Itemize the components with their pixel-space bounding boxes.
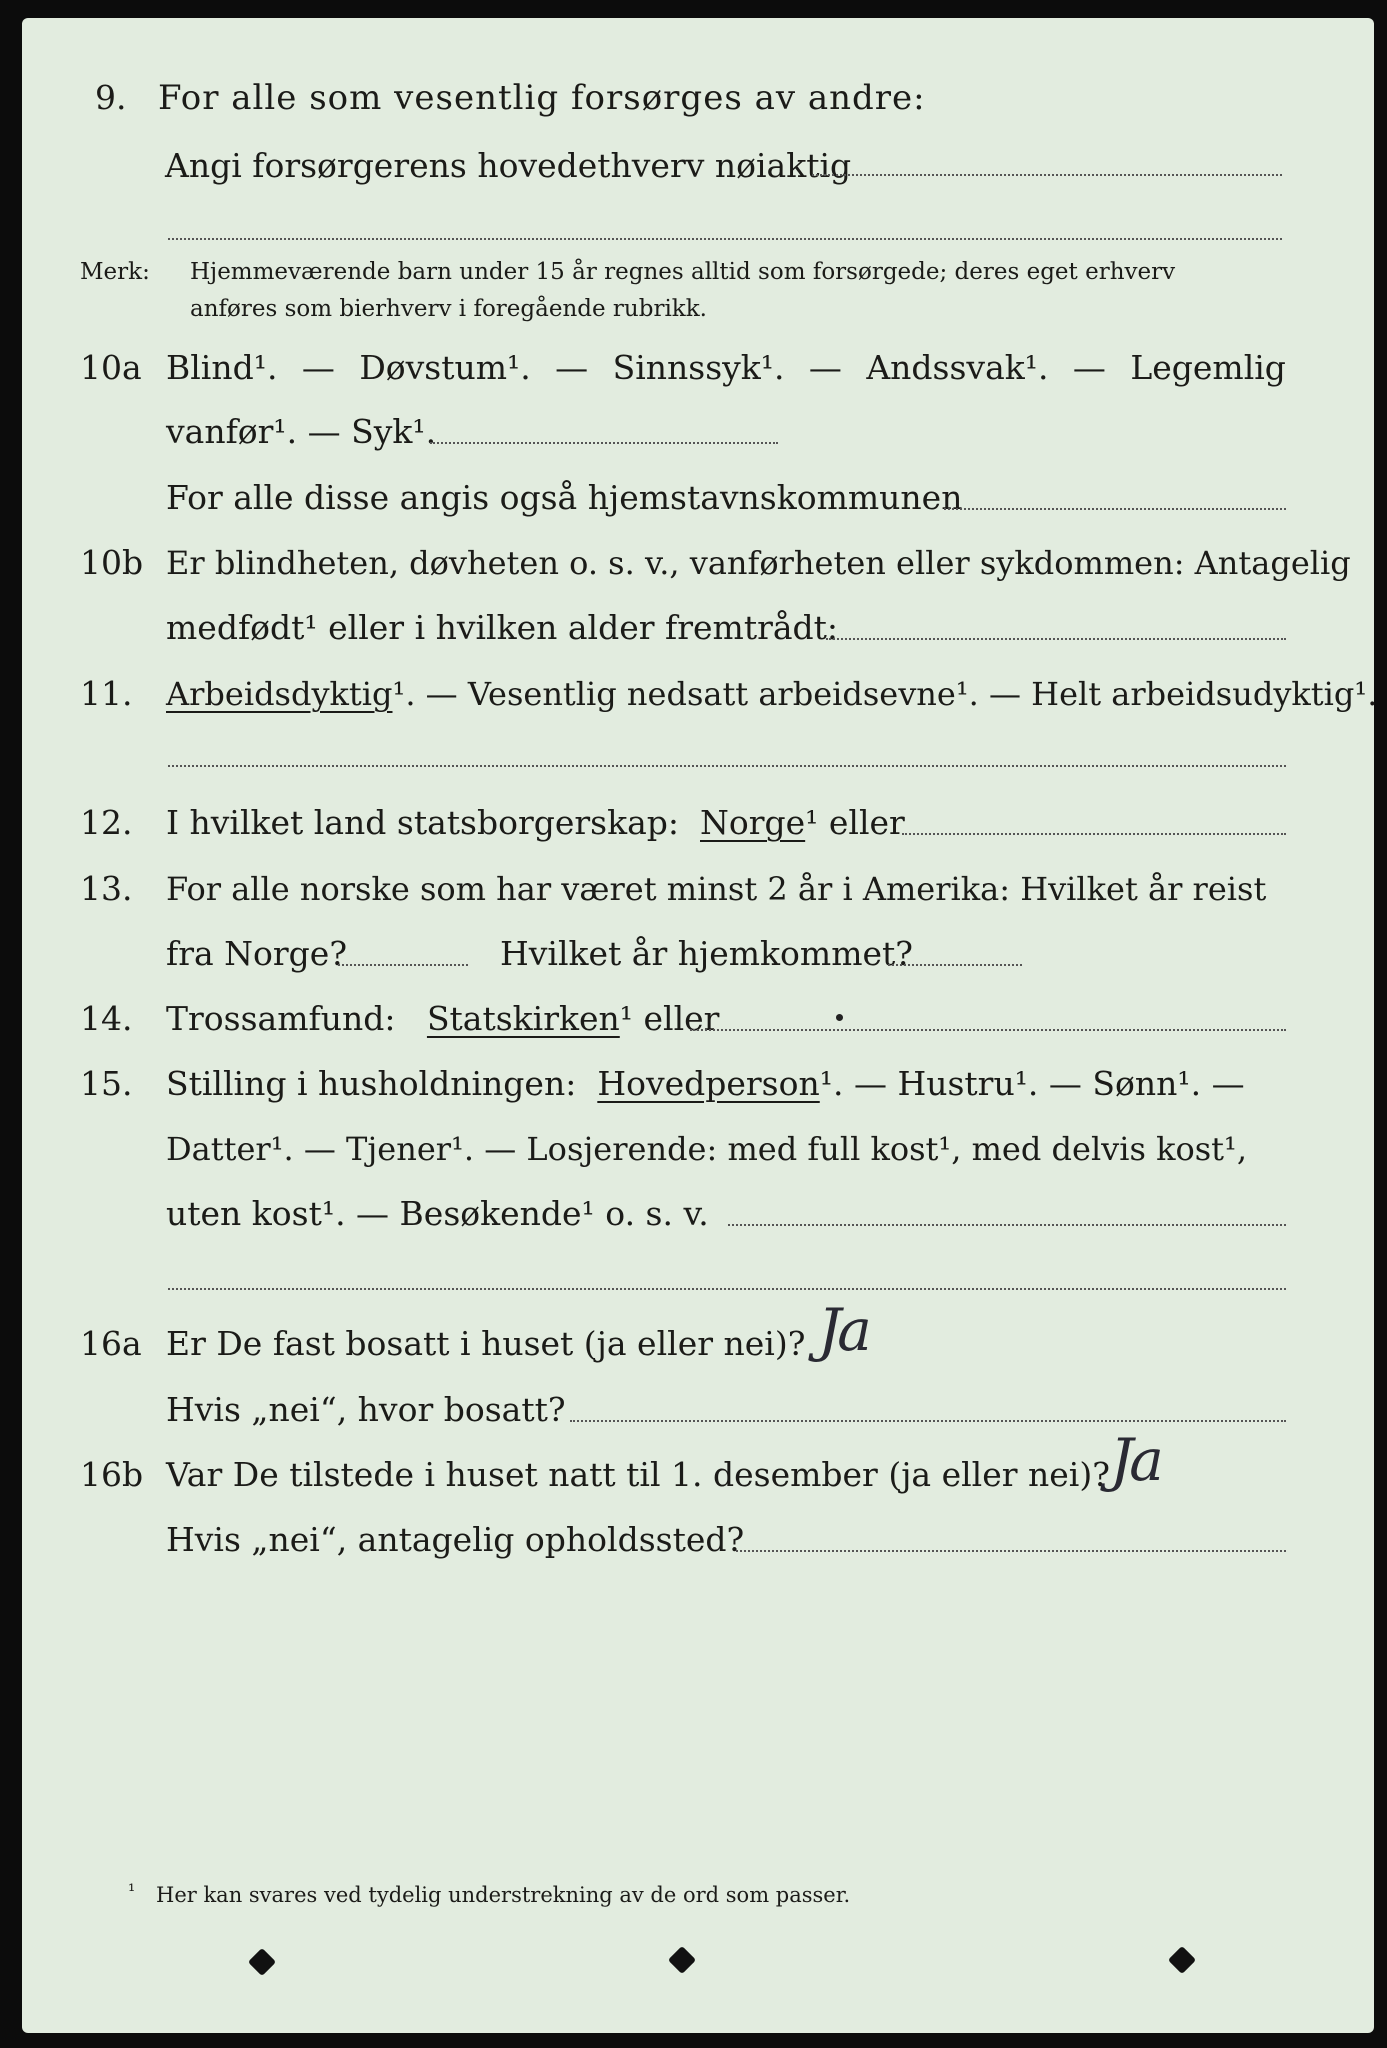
q14-prompt: Trossamfund: [166,999,396,1038]
q16b-line-2: Hvis „nei“, antagelig opholdssted? [166,1520,745,1559]
q16b-answer-line[interactable] [736,1550,1286,1552]
note-line-1: Hjemmeværende barn under 15 år regnes alltid som forsørgede; deres eget erhverv [190,259,1176,285]
q12-number: 12. [80,803,133,842]
option-dovstum[interactable]: Døvstum¹. [359,348,531,387]
q10a-hjemstavn-line[interactable] [944,508,1286,510]
option-andssvak[interactable]: Andssvak¹. [866,348,1049,387]
q15-answer-line[interactable] [728,1224,1286,1226]
q12-answer-line[interactable] [902,833,1286,835]
q13-reist-line[interactable] [338,964,468,966]
q15-number: 15. [80,1064,133,1103]
dash: — [301,348,335,387]
q9-prompt: Angi forsørgerens hovedethverv nøiaktig [165,146,852,185]
q10a-line-1 [166,348,1286,388]
q9-answer-line-2[interactable] [168,238,1282,240]
q15-prompt: Stilling i husholdningen: [166,1064,577,1103]
q9-title: For alle som vesentlig forsørges av andre: [158,78,926,118]
ink-dot [836,1014,843,1021]
q13-line-2b: Hvilket år hjemkommet? [500,934,913,973]
q11-number: 11. [80,674,133,713]
q10b-number: 10b [80,543,144,582]
q10b-line-2: medfødt¹ eller i hvilken alder fremtrådt: [166,608,839,647]
q16b-line-1: Var De tilstede i huset natt til 1. desember (ja eller nei)? [166,1455,1110,1494]
q16b-handwritten-answer[interactable]: Ja [1110,1426,1160,1494]
option-arbeidsdyktig[interactable]: Arbeidsdyktig [166,675,393,713]
q10b-answer-line[interactable] [826,638,1286,640]
dash: — [1072,348,1106,387]
q13-line-1: For alle norske som har været minst 2 år i Amerika: Hvilket år reist [166,870,1267,908]
option-statskirken[interactable]: Statskirken [426,999,620,1038]
q9-number: 9. [95,78,127,117]
q14-post: ¹ eller [619,999,720,1038]
q16b-number: 16b [80,1455,144,1494]
q13-hjemkommet-line[interactable] [888,964,1022,966]
q11-answer-line[interactable] [168,765,1286,767]
q14-answer-line[interactable] [690,1029,1286,1031]
q10a-line-3: For alle disse angis også hjemstavnskommunen [166,478,963,517]
dash: — [555,348,589,387]
option-hovedperson[interactable]: Hovedperson [597,1064,820,1103]
q13-number: 13. [80,869,133,908]
dash: — [808,348,842,387]
q12-line [166,803,905,843]
footnote-mark: ¹ [128,1881,136,1902]
q15-answer-line-2[interactable] [168,1288,1286,1290]
option-blind[interactable]: Blind¹. [166,348,278,387]
q15-line-1 [166,1064,1245,1104]
option-legemlig[interactable]: Legemlig [1130,348,1286,387]
q9-answer-line[interactable] [812,174,1282,176]
q16a-handwritten-answer[interactable]: Ja [818,1296,868,1364]
q10a-number: 10a [80,348,142,387]
q14-line [166,999,719,1039]
q10b-line-1: Er blindheten, døvheten o. s. v., vanførheten eller sykdommen: Antagelig [166,544,1351,582]
q16a-number: 16a [80,1324,142,1363]
note-line-2: anføres som bierhverv i foregående rubrikk. [190,296,707,322]
q14-number: 14. [80,999,133,1038]
q11-line [166,674,1377,714]
q16a-answer-line[interactable] [570,1420,1286,1422]
q15-line-2: Datter¹. — Tjener¹. — Losjerende: med full kost¹, med delvis kost¹, [166,1130,1248,1168]
option-norge[interactable]: Norge [700,803,806,842]
q16a-line-2: Hvis „nei“, hvor bosatt? [166,1390,566,1429]
footnote-text: Her kan svares ved tydelig understrekning av de ord som passer. [156,1883,851,1907]
q12-prompt: I hvilket land statsborgerskap: [166,803,680,842]
q11-rest: ¹. — Vesentlig nedsatt arbeidsevne¹. — Helt arbeidsudyktig¹. [392,675,1378,713]
note-label: Merk: [80,259,150,285]
q12-post: ¹ eller [805,803,905,842]
option-sinnssyk[interactable]: Sinnssyk¹. [612,348,785,387]
q10a-answer-line[interactable] [430,442,778,444]
q15-post: ¹. — Hustru¹. — Sønn¹. — [819,1064,1245,1103]
q15-line-3: uten kost¹. — Besøkende¹ o. s. v. [166,1194,709,1233]
q16a-line-1: Er De fast bosatt i huset (ja eller nei)? [166,1324,806,1363]
q13-line-2a: fra Norge? [166,934,348,973]
q10a-line-2: vanfør¹. — Syk¹. [166,412,437,451]
